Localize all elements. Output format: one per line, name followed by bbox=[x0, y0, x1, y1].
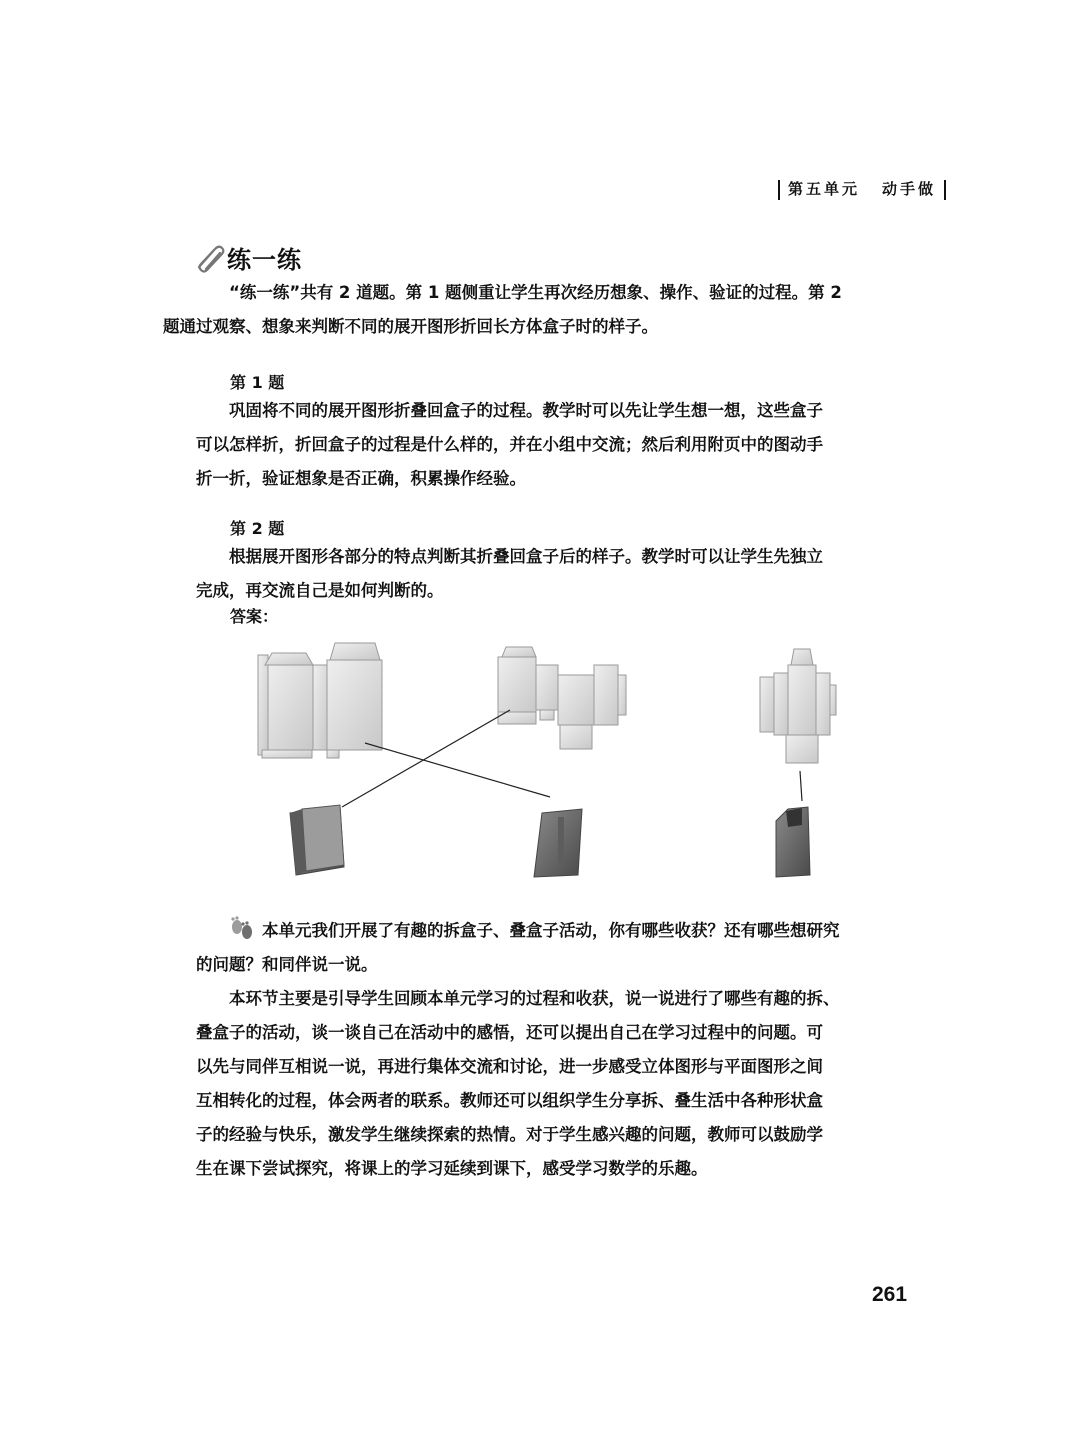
q2-paragraph bbox=[196, 540, 908, 608]
body-line: 生在课下尝试探究，将课上的学习延续到课下，感受学习数学的乐趣。 bbox=[196, 1159, 708, 1178]
answer-figure bbox=[240, 635, 880, 890]
body-line: 以先与同伴互相说一说，再进行集体交流和讨论，进一步感受立体图形与平面图形之间 bbox=[196, 1057, 823, 1076]
header-divider bbox=[778, 180, 780, 200]
running-header bbox=[770, 178, 954, 200]
prompt-line: 本单元我们开展了有趣的拆盒子、叠盒子活动，你有哪些收获？还有哪些想研究 bbox=[262, 921, 840, 940]
q1-heading: 第 1 题 bbox=[230, 373, 285, 392]
folded-box-2 bbox=[534, 809, 582, 877]
q2-line: 根据展开图形各部分的特点判断其折叠回盒子后的样子。教学时可以让学生先独立 bbox=[229, 547, 823, 566]
header-divider bbox=[944, 180, 946, 200]
prompt-line: 的问题？和同伴说一说。 bbox=[196, 955, 378, 974]
box-net-b bbox=[498, 647, 626, 749]
reflection-body bbox=[196, 982, 908, 1186]
body-line: 本环节主要是引导学生回顾本单元学习的过程和收获，说一说进行了哪些有趣的拆、 bbox=[229, 989, 840, 1008]
q1-line: 可以怎样折，折回盒子的过程是什么样的，并在小组中交流；然后利用附页中的图动手 bbox=[196, 435, 823, 454]
header-topic: 动手做 bbox=[882, 180, 937, 198]
intro-line: 题通过观察、想象来判断不同的展开图形折回长方体盒子时的样子。 bbox=[163, 317, 658, 336]
paperclip-icon bbox=[193, 243, 227, 273]
q1-line: 巩固将不同的展开图形折叠回盒子的过程。教学时可以先让学生想一想，这些盒子 bbox=[229, 401, 823, 420]
section-title bbox=[193, 240, 302, 275]
body-line: 互相转化的过程，体会两者的联系。教师还可以组织学生分享拆、叠生活中各种形状盒 bbox=[196, 1091, 823, 1110]
q2-heading: 第 2 题 bbox=[230, 519, 285, 538]
box-net-a bbox=[258, 643, 382, 758]
box-net-c bbox=[760, 649, 836, 763]
q1-paragraph bbox=[196, 394, 908, 496]
page-number: 261 bbox=[872, 1283, 908, 1306]
q1-line: 折一折，验证想象是否正确，积累操作经验。 bbox=[196, 469, 526, 488]
answer-label: 答案： bbox=[230, 607, 279, 626]
intro-paragraph bbox=[163, 276, 908, 344]
header-unit: 第五单元 bbox=[788, 180, 861, 198]
body-line: 子的经验与快乐，激发学生继续探索的热情。对于学生感兴趣的问题，教师可以鼓励学 bbox=[196, 1125, 823, 1144]
body-line: 叠盒子的活动，谈一谈自己在活动中的感悟，还可以提出自己在学习过程中的问题。可 bbox=[196, 1023, 823, 1042]
intro-line: “练一练”共有 2 道题。第 1 题侧重让学生再次经历想象、操作、验证的过程。第 2 bbox=[229, 283, 842, 302]
reflection-prompt bbox=[196, 914, 908, 982]
section-title-text: 练一练 bbox=[227, 246, 302, 274]
folded-box-3 bbox=[776, 807, 810, 877]
q2-line: 完成，再交流自己是如何判断的。 bbox=[196, 581, 444, 600]
folded-box-1 bbox=[290, 805, 344, 875]
